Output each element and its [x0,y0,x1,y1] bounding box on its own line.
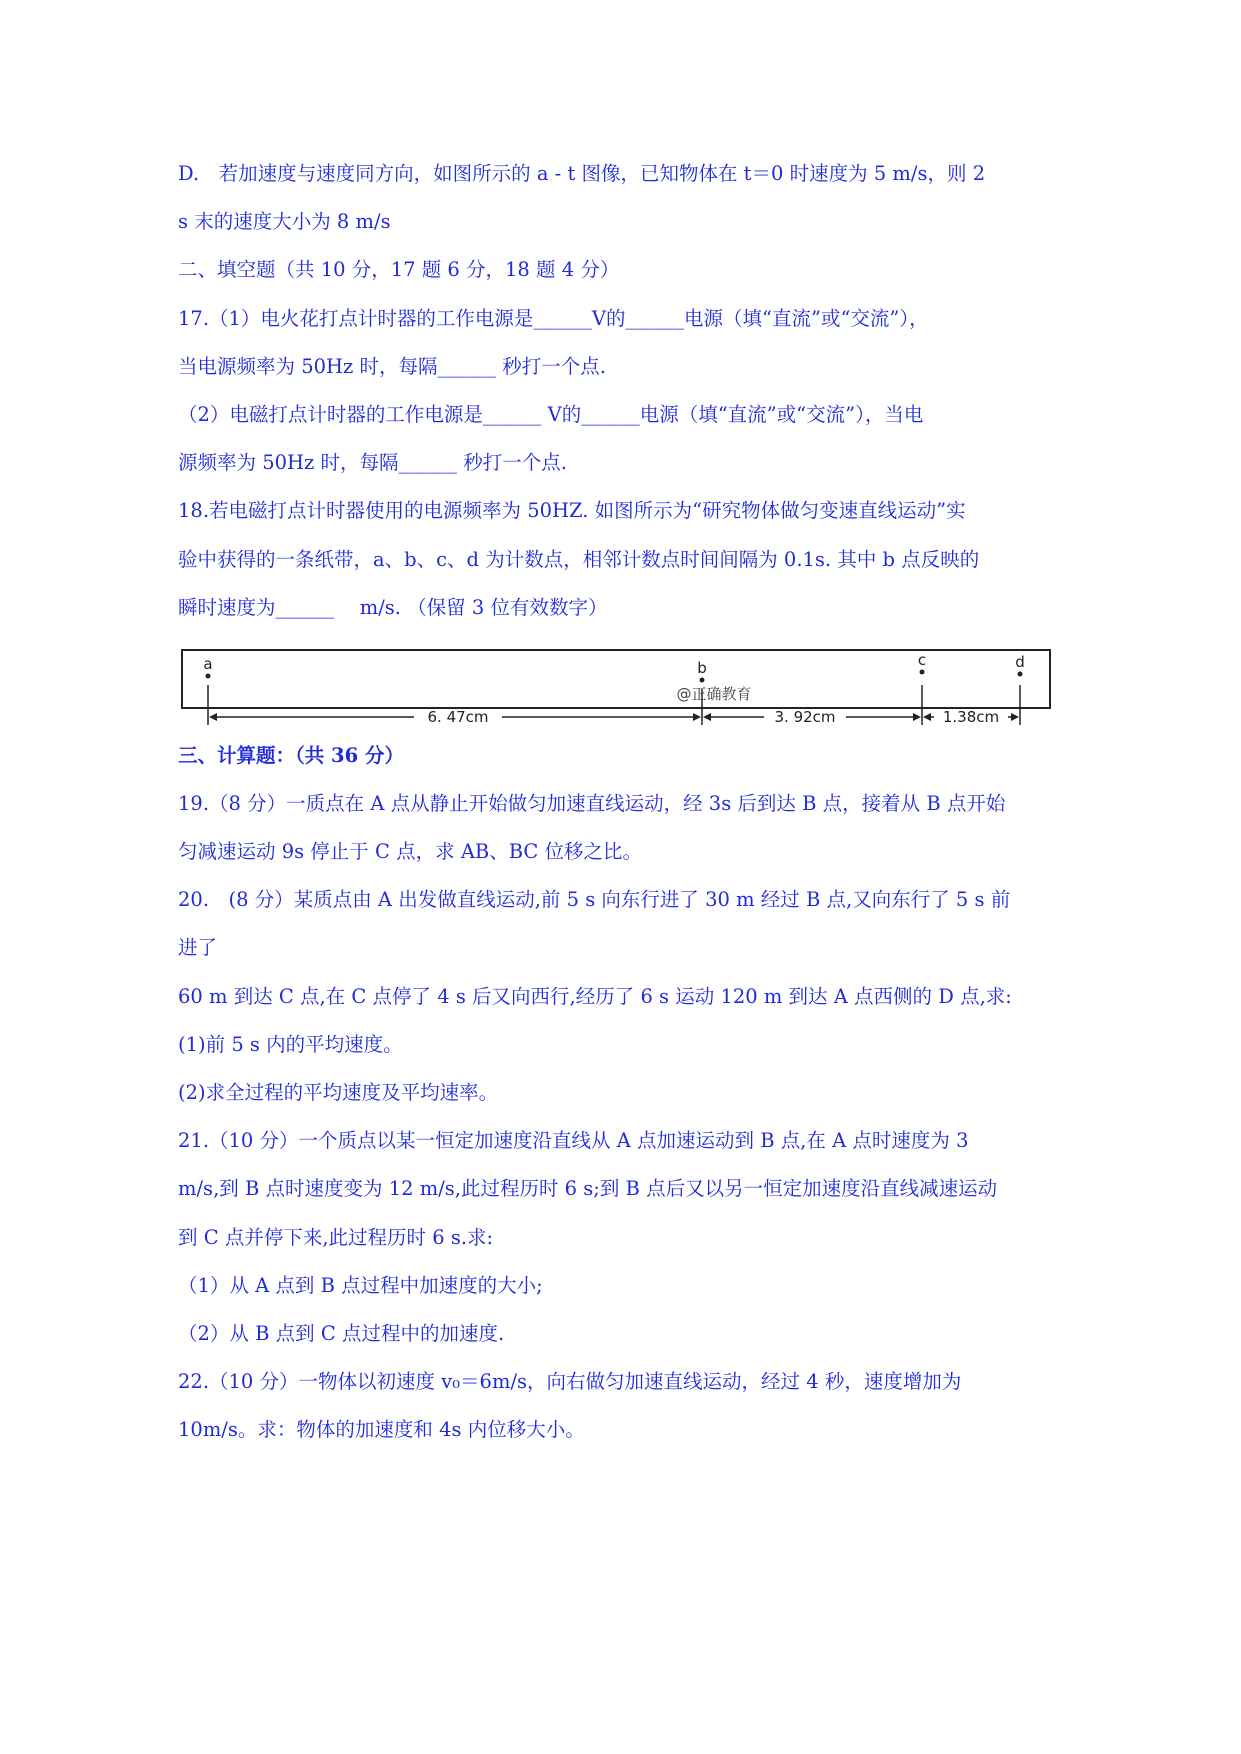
q22-line2: 10m/s。求：物体的加速度和 4s 内位移大小。 [178,1418,585,1441]
section-fill-blank-heading: 二、填空题（共 10 分，17 题 6 分，18 题 4 分） [178,258,620,281]
dist-bc-label: 3. 92cm [774,708,836,726]
q21-sub1: （1）从 A 点到 B 点过程中加速度的大小; [178,1274,543,1297]
point-a-dot [206,674,211,679]
dist-ab-label: 6. 47cm [427,708,489,726]
option-d-line2: s 末的速度大小为 8 m/s [178,210,391,233]
point-d-dot [1018,672,1023,677]
dim-cd-arrow-right [1011,713,1019,721]
dim-bc-arrow-right [913,713,921,721]
q22-line1: 22.（10 分）一物体以初速度 v₀＝6m/s，向右做匀加速直线运动，经过 4 秒，速度增加为 [178,1370,962,1393]
dim-cd-arrow-left [923,713,931,721]
dist-cd-label: 1.38cm [942,708,1000,726]
q20-line1: 20. (8 分）某质点由 A 出发做直线运动,前 5 s 向东行进了 30 m 经过 B 点,又向东行了 5 s 前 [178,888,1011,911]
q18-line1: 18.若电磁打点计时器使用的电源频率为 50HZ. 如图所示为“研究物体做匀变速直线运动”实 [178,499,966,522]
q17-part2-line2: 源频率为 50Hz 时，每隔______ 秒打一个点. [178,451,567,474]
q18-line3: 瞬时速度为______ m/s. （保留 3 位有效数字） [178,596,608,619]
dim-ab-arrow-left [209,713,217,721]
point-b-label: b [697,659,707,677]
q21-line3: 到 C 点并停下来,此过程历时 6 s.求: [178,1226,494,1249]
point-b-dot [700,678,705,683]
q17-part1-line1: 17.（1）电火花打点计时器的工作电源是______V的______电源（填“直流”或“交流”）， [178,307,929,330]
point-c-dot [920,670,925,675]
q19-line1: 19.（8 分）一质点在 A 点从静止开始做匀加速直线运动，经 3s 后到达 B 点，接着从 B 点开始 [178,792,1006,815]
q17-part1-line2: 当电源频率为 50Hz 时，每隔______ 秒打一个点. [178,355,606,378]
q18-line2: 验中获得的一条纸带，a、b、c、d 为计数点，相邻计数点时间间隔为 0.1s. 其中 b 点反映的 [178,548,980,571]
paper-tape-svg [178,645,1068,735]
q20-line2: 进了 [178,936,218,959]
q21-sub2: （2）从 B 点到 C 点过程中的加速度. [178,1322,505,1345]
q20-line3: 60 m 到达 C 点,在 C 点停了 4 s 后又向西行,经历了 6 s 运动 120 m 到达 A 点西侧的 D 点,求: [178,985,1012,1008]
q21-line1: 21.（10 分）一个质点以某一恒定加速度沿直线从 A 点加速运动到 B 点,在 A 点时速度为 3 [178,1129,969,1152]
section-calc-heading: 三、计算题：（共 36 分） [178,744,404,767]
q19-line2: 匀减速运动 9s 停止于 C 点，求 AB、BC 位移之比。 [178,840,643,863]
point-d-label: d [1015,653,1025,671]
q20-sub1: (1)前 5 s 内的平均速度。 [178,1033,403,1056]
dim-ab-arrow-right [693,713,701,721]
option-d-line1: D. 若加速度与速度同方向，如图所示的 a - t 图像，已知物体在 t＝0 时速度为 5 m/s，则 2 [178,162,986,185]
q17-part2-line1: （2）电磁打点计时器的工作电源是______ V的______电源（填“直流”或“交流”），当电 [178,403,924,426]
paper-tape-figure [178,645,1068,735]
q20-sub2: (2)求全过程的平均速度及平均速率。 [178,1081,499,1104]
watermark: @正确教育 [676,685,752,703]
dim-bc-arrow-left [703,713,711,721]
point-c-label: c [917,651,927,669]
q21-line2: m/s,到 B 点时速度变为 12 m/s,此过程历时 6 s;到 B 点后又以另一恒定加速度沿直线减速运动 [178,1177,998,1200]
point-a-label: a [203,655,213,673]
